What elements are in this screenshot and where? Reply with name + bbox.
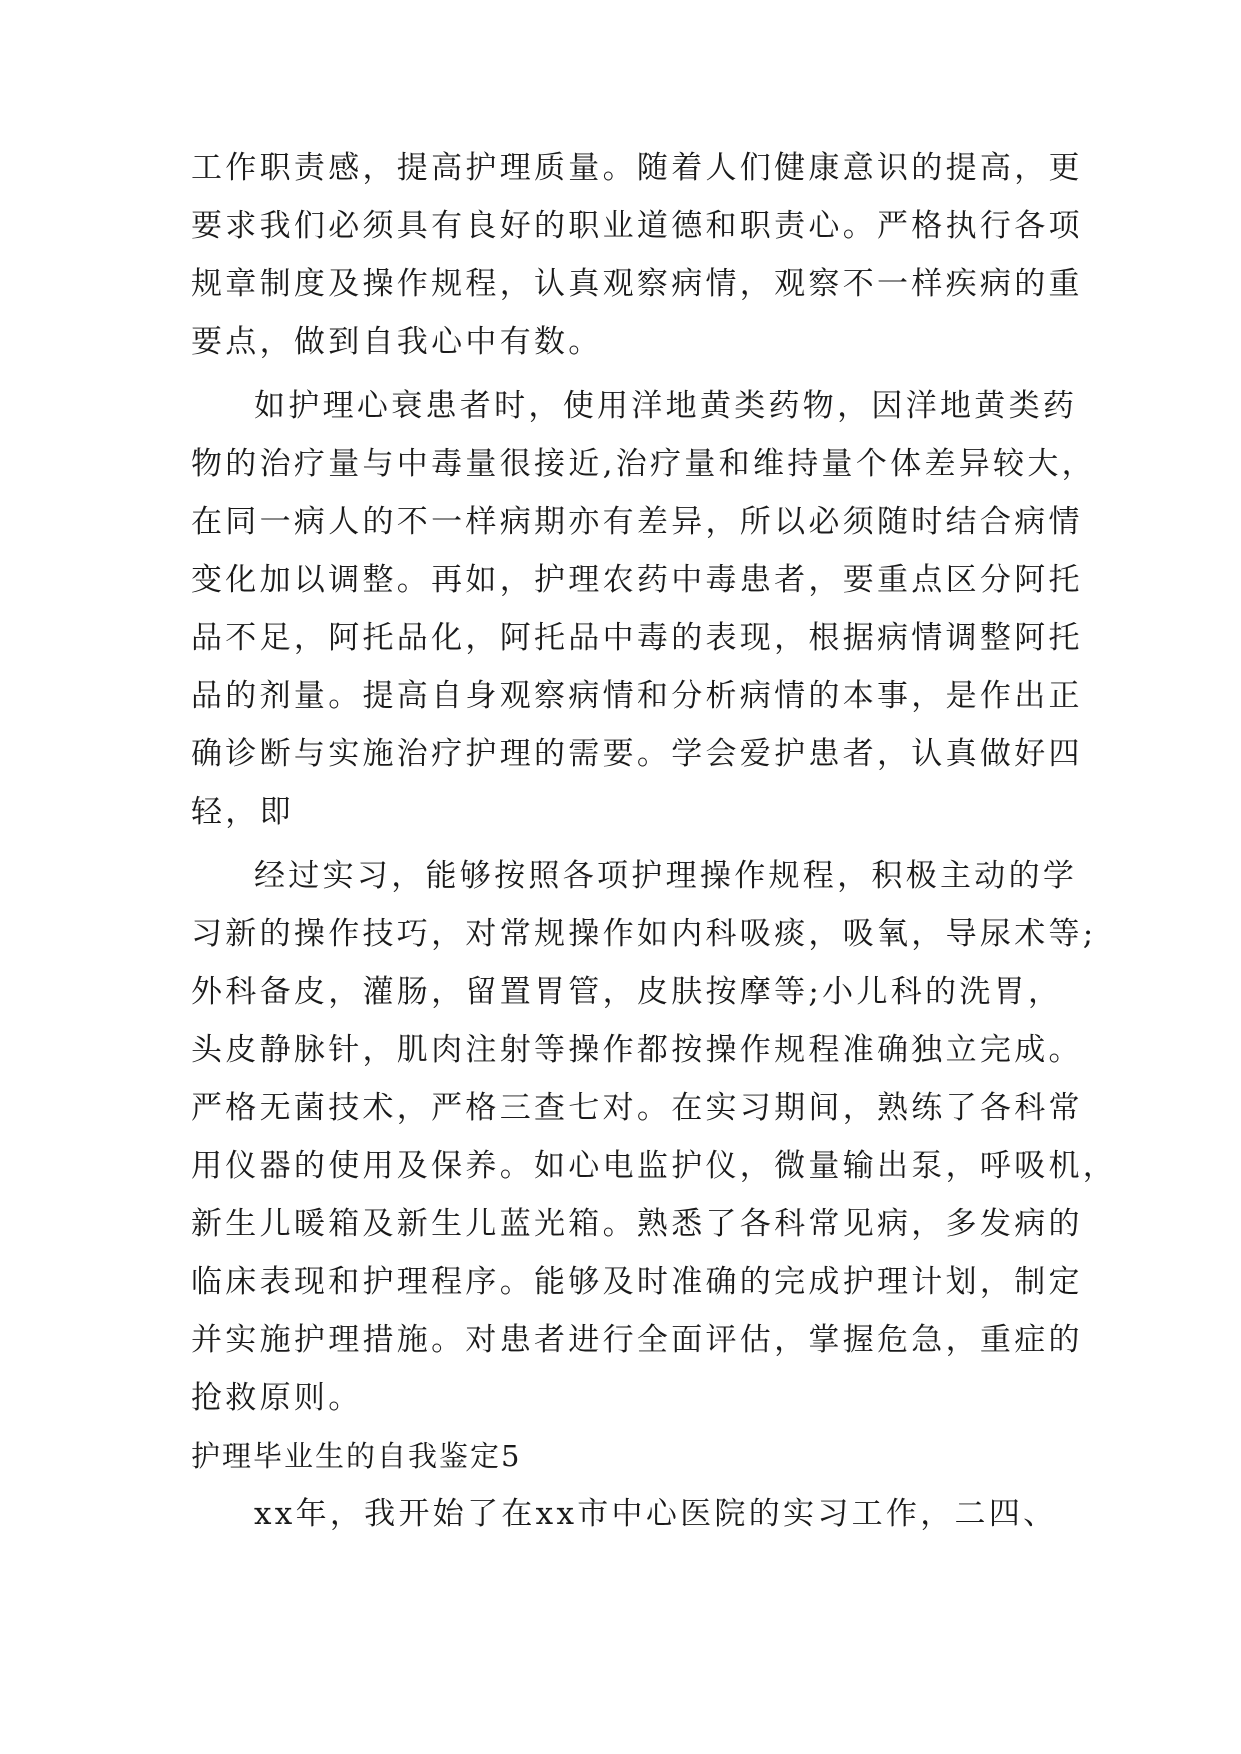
paragraph-3-line-5: 严格无菌技术，严格三查七对。在实习期间，熟练了各科常: [191, 1090, 1083, 1126]
paragraph-3-line-6: 用仪器的使用及保养。如心电监护仪，微量输出泵，呼吸机，: [191, 1148, 1118, 1184]
paragraph-2-line-4: 变化加以调整。再如，护理农药中毒患者，要重点区分阿托: [191, 562, 1083, 598]
paragraph-3-line-4: 头皮静脉针，肌肉注射等操作都按操作规程准确独立完成。: [191, 1032, 1083, 1068]
paragraph-3-line-1: 经过实习，能够按照各项护理操作规程，积极主动的学: [254, 858, 1078, 894]
paragraph-1-line-3: 规章制度及操作规程，认真观察病情，观察不一样疾病的重: [191, 266, 1083, 302]
paragraph-3-line-10: 抢救原则。: [191, 1380, 363, 1416]
paragraph-3-line-7: 新生儿暖箱及新生儿蓝光箱。熟悉了各科常见病，多发病的: [191, 1206, 1083, 1242]
paragraph-3-line-2: 习新的操作技巧，对常规操作如内科吸痰，吸氧，导尿术等;: [191, 916, 1097, 952]
paragraph-4-line-1: xx年，我开始了在xx市中心医院的实习工作，二四、: [254, 1496, 1058, 1532]
paragraph-1-line-2: 要求我们必须具有良好的职业道德和职责心。严格执行各项: [191, 208, 1083, 244]
paragraph-1-line-4: 要点，做到自我心中有数。: [191, 324, 603, 360]
paragraph-2-line-3: 在同一病人的不一样病期亦有差异，所以必须随时结合病情: [191, 504, 1083, 540]
paragraph-2-line-6: 品的剂量。提高自身观察病情和分析病情的本事，是作出正: [191, 678, 1083, 714]
paragraph-2-line-7: 确诊断与实施治疗护理的需要。学会爱护患者，认真做好四: [191, 736, 1083, 772]
paragraph-2-line-1: 如护理心衰患者时，使用洋地黄类药物，因洋地黄类药: [254, 388, 1078, 424]
section-heading: 护理毕业生的自我鉴定5: [191, 1439, 522, 1473]
paragraph-3-line-3: 外科备皮，灌肠，留置胃管，皮肤按摩等;小儿科的洗胃，: [191, 974, 1063, 1010]
paragraph-3-line-9: 并实施护理措施。对患者进行全面评估，掌握危急，重症的: [191, 1322, 1083, 1358]
paragraph-2-line-5: 品不足，阿托品化，阿托品中毒的表现，根据病情调整阿托: [191, 620, 1083, 656]
paragraph-2-line-2: 物的治疗量与中毒量很接近,治疗量和维持量个体差异较大，: [191, 446, 1096, 482]
paragraph-2-line-8: 轻，即: [191, 794, 294, 830]
paragraph-1-line-1: 工作职责感，提高护理质量。随着人们健康意识的提高，更: [191, 150, 1083, 186]
paragraph-3-line-8: 临床表现和护理程序。能够及时准确的完成护理计划，制定: [191, 1264, 1083, 1300]
